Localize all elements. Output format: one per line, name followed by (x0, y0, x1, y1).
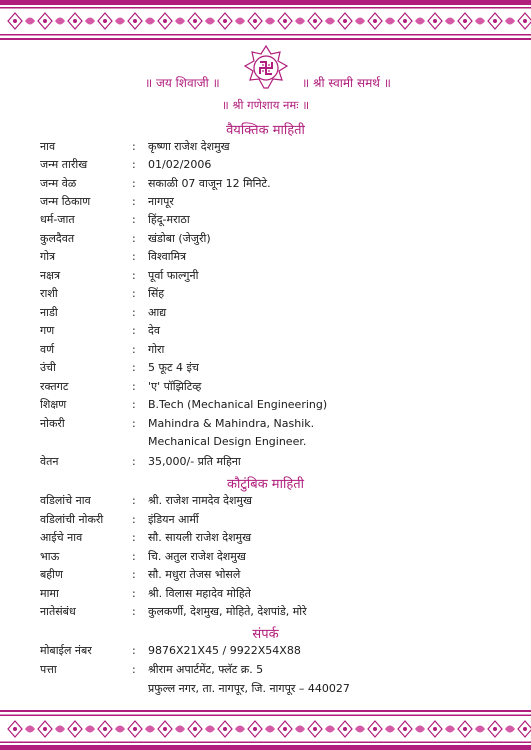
field-label: गण (40, 324, 55, 337)
field-value: सकाळी 07 वाजून 12 मिनिटे. (148, 177, 271, 190)
personal-info-title: वैयक्तिक माहिती (226, 123, 305, 138)
field-value: खंडोबा (जेजुरी) (148, 232, 211, 245)
field-value: सिंह (148, 287, 165, 300)
field-label: गोत्र (40, 250, 56, 263)
field-value: सौ. मधुरा तेजस भोसले (148, 568, 241, 581)
field-value: 'ए' पॉझिटिव्ह (148, 380, 202, 393)
field-label: नक्षत्र (40, 269, 61, 282)
field-value: Mechanical Design Engineer. (148, 435, 307, 448)
field-value: विश्वामित्र (148, 250, 187, 263)
field-label: जन्म वेळ (40, 177, 77, 190)
field-label: राशी (40, 287, 58, 300)
field-value: नागपूर (148, 195, 174, 208)
field-label: शिक्षण (40, 398, 67, 411)
field-value: 5 फूट 4 इंच (148, 361, 199, 374)
header (0, 44, 531, 124)
field-value: कृष्णा राजेश देशमुख (148, 140, 230, 153)
field-label: आईचे नाव (40, 531, 83, 544)
field-value: सौ. सायली राजेश देशमुख (148, 531, 252, 544)
swami-samarth-text: ॥ श्री स्वामी समर्थ ॥ (302, 76, 391, 90)
field-label: बहीण (40, 568, 63, 581)
field-label: पत्ता (40, 663, 57, 676)
field-label: धर्म-जात (40, 213, 75, 226)
jay-shivaji-text: ॥ जय शिवाजी ॥ (145, 76, 220, 90)
field-value: कुलकर्णी, देशमुख, मोहिते, देशपांडे, मोरे (148, 605, 307, 618)
field-value: आद्य (148, 306, 167, 319)
contact-info-title: संपर्क (252, 627, 279, 642)
field-value: हिंदू-मराठा (148, 213, 190, 226)
field-label: रक्तगट (40, 380, 69, 393)
field-label: उंची (40, 361, 56, 374)
field-value: 01/02/2006 (148, 158, 212, 171)
field-value: पूर्वा फाल्गुनी (148, 269, 199, 282)
field-value: 35,000/- प्रति महिना (148, 455, 241, 468)
field-label: भाऊ (40, 550, 60, 563)
ganeshay-namah-text: ॥ श्री गणेशाय नमः ॥ (221, 98, 310, 112)
swastik-icon (242, 44, 290, 92)
field-label: जन्म ठिकाण (40, 195, 91, 208)
field-label: वडिलांचे नाव (40, 494, 91, 507)
bottom-decorative-border (0, 706, 531, 750)
field-value: चि. अतुल राजेश देशमुख (148, 550, 246, 563)
field-label: नाडी (40, 306, 58, 319)
field-value: प्रफुल्ल नगर, ता. नागपूर, जि. नागपूर – 440027 (148, 682, 350, 695)
field-label: मोबाईल नंबर (40, 644, 92, 657)
top-decorative-border (0, 0, 531, 44)
field-label: नाव (40, 140, 56, 153)
field-value: B.Tech (Mechanical Engineering) (148, 398, 328, 411)
field-label: मामा (40, 587, 59, 600)
field-label: वडिलांची नोकरी (40, 513, 104, 526)
family-info-title: कौटुंबिक माहिती (227, 477, 304, 492)
field-value: श्री. राजेश नामदेव देशमुख (148, 494, 252, 507)
field-value: श्रीराम अपार्टमेंट, फ्लॅट क्र. 5 (148, 663, 264, 676)
field-value: देव (148, 324, 160, 337)
field-value: श्री. विलास महादेव मोहिते (148, 587, 251, 600)
field-label: नातेसंबंध (40, 605, 76, 618)
field-label: वेतन (40, 455, 59, 468)
field-label: जन्म तारीख (40, 158, 88, 171)
field-value: गोरा (148, 343, 165, 356)
field-label: कुलदैवत (40, 232, 75, 245)
field-value: Mahindra & Mahindra, Nashik. (148, 417, 315, 430)
field-label: नोकरी (40, 417, 65, 430)
field-value: इंडियन आर्मी (148, 513, 199, 526)
field-label: वर्ण (40, 343, 55, 356)
field-value: 9876X21X45 / 9922X54X88 (148, 644, 301, 657)
